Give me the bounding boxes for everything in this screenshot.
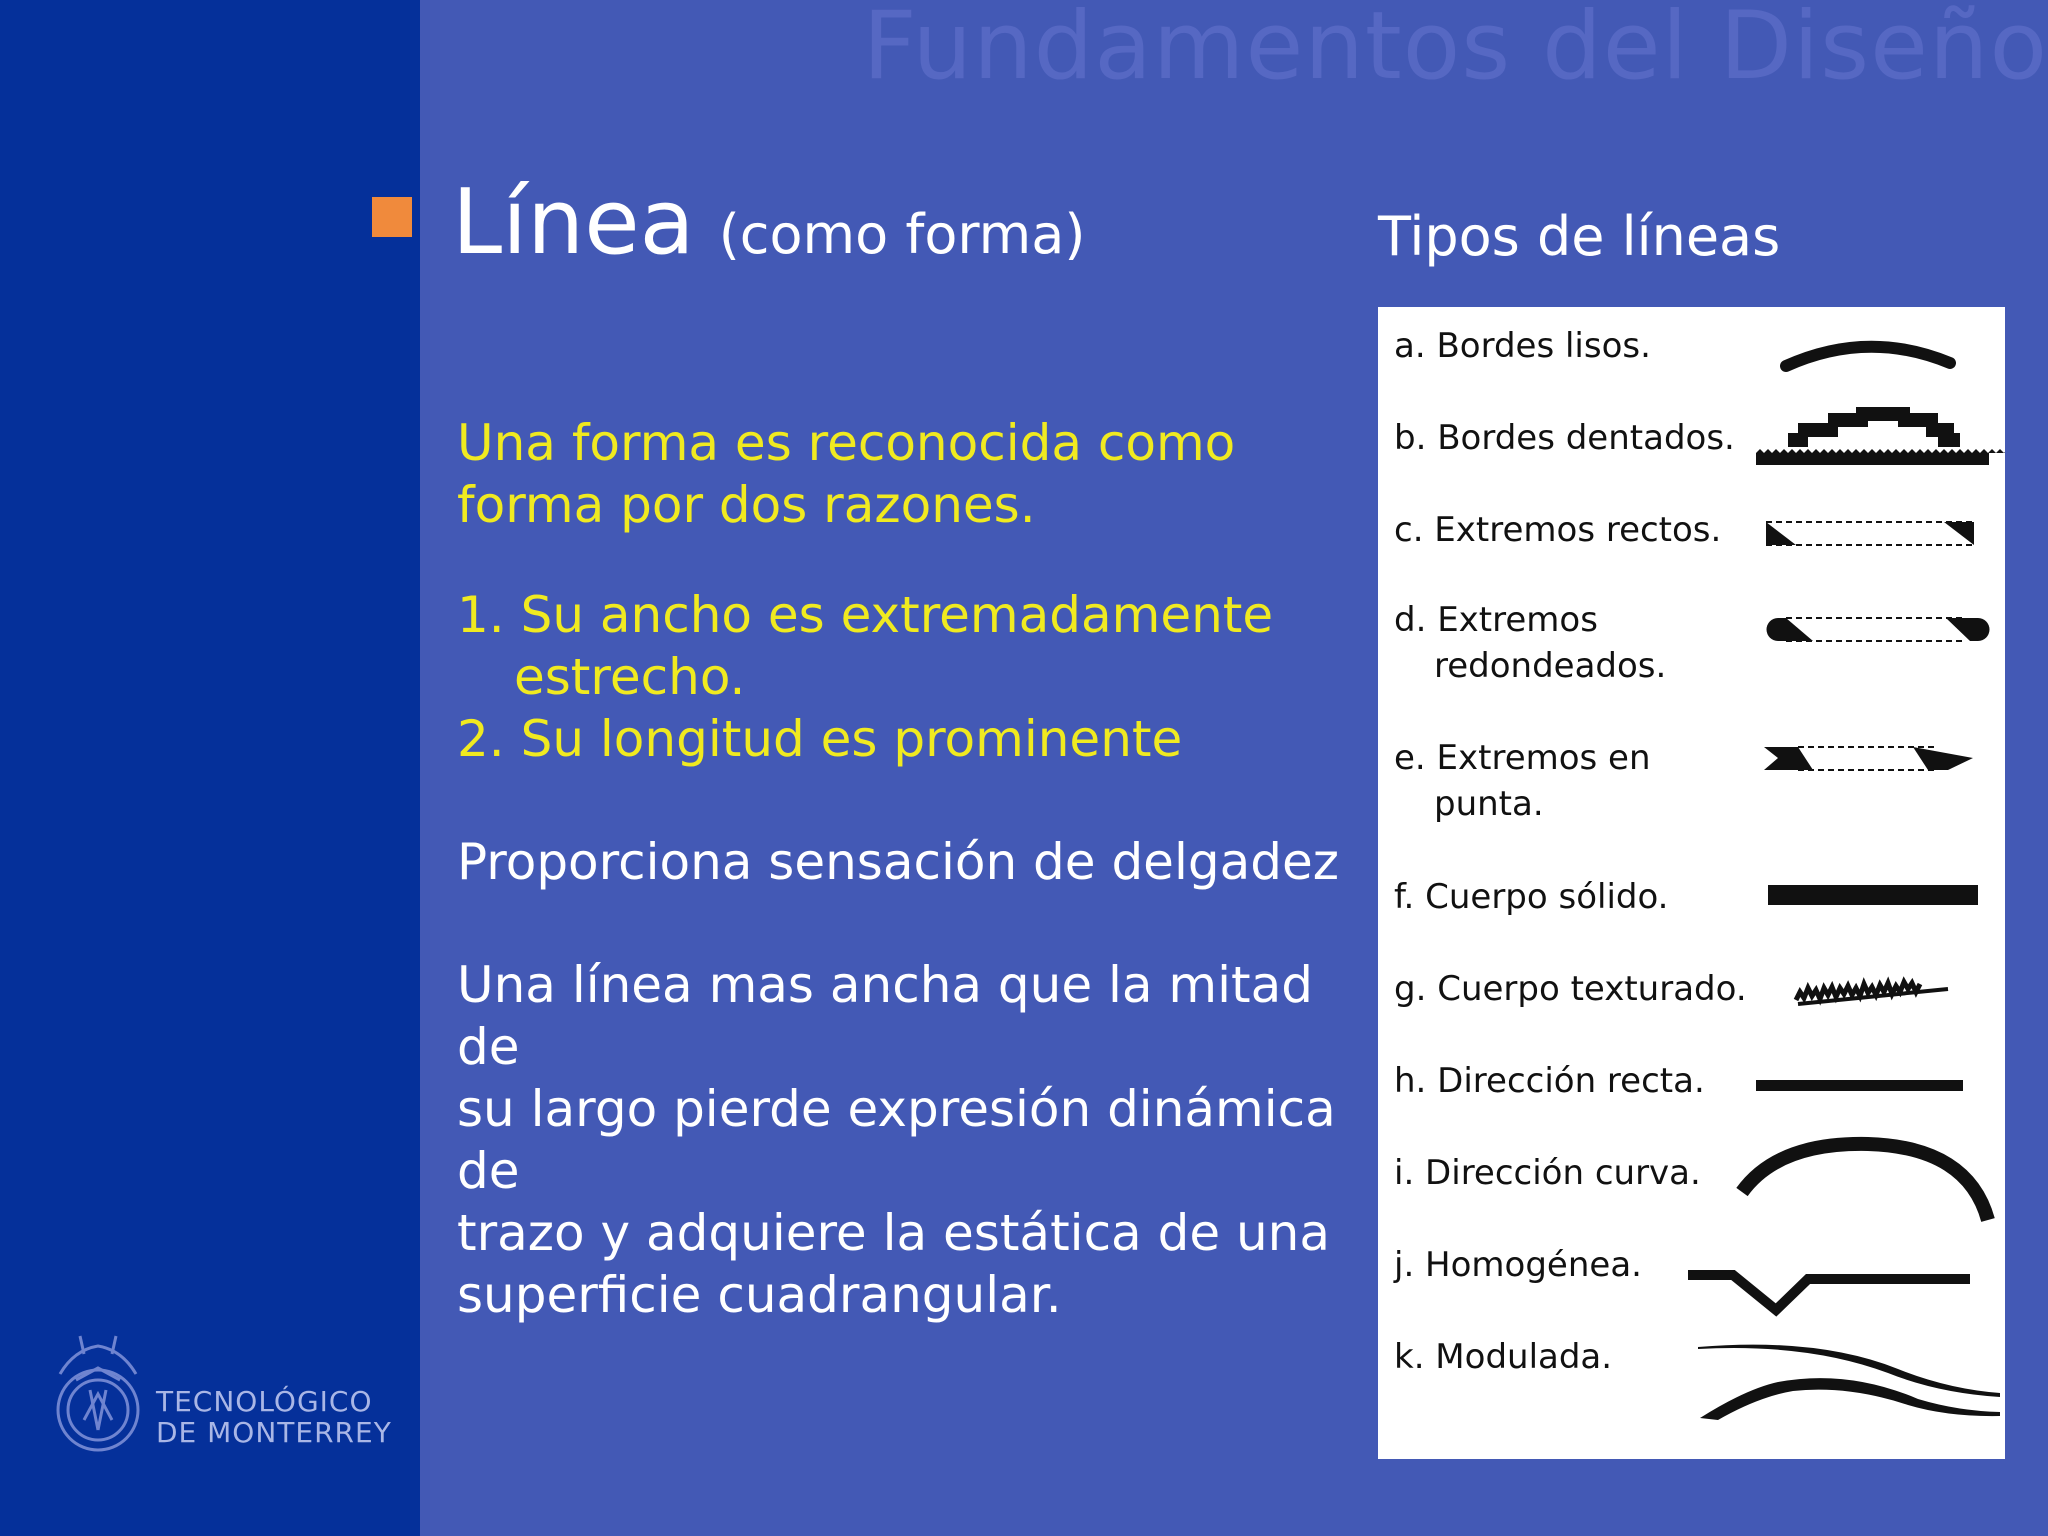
line-type-e-label-1: e. Extremos en: [1394, 738, 1651, 778]
line-type-i-label: i. Dirección curva.: [1394, 1153, 1701, 1193]
intro-line-2: forma por dos razones.: [457, 476, 1036, 534]
line-type-g-label: g. Cuerpo texturado.: [1394, 969, 1747, 1009]
sample-a-smooth-edges: [1786, 347, 1950, 366]
left-sidebar: [0, 0, 420, 1536]
note: Proporciona sensación de delgadez: [457, 833, 1339, 891]
paragraph-line-3: trazo y adquiere la estática de una: [457, 1204, 1330, 1262]
line-type-c-label: c. Extremos rectos.: [1394, 510, 1722, 550]
line-type-d-label-1: d. Extremos: [1394, 600, 1598, 640]
sample-g-textured-body: [1796, 982, 1948, 1004]
intro-line-1: Una forma es reconocida como: [457, 414, 1236, 472]
panel-title: Tipos de líneas: [1378, 205, 1781, 268]
line-type-h-label: h. Dirección recta.: [1394, 1061, 1705, 1101]
university-seal-icon: [40, 1320, 160, 1470]
sample-k-modulated: [1698, 1345, 2000, 1420]
line-samples: [1378, 307, 2005, 1459]
sample-c-straight-ends: [1766, 522, 1974, 545]
sample-b-jagged-edges: [1756, 407, 2005, 465]
sample-f-solid-body: [1768, 885, 1978, 905]
sample-j-homogeneous: [1688, 1275, 1970, 1310]
line-type-a-label: a. Bordes lisos.: [1394, 326, 1651, 366]
university-name-line-2: DE MONTERREY: [156, 1416, 392, 1449]
line-type-e-label-2: punta.: [1434, 784, 1544, 824]
heading-sub: (como forma): [718, 203, 1086, 266]
line-type-j-label: j. Homogénea.: [1394, 1245, 1642, 1285]
paragraph-line-1: Una línea mas ancha que la mitad de: [457, 956, 1314, 1076]
sample-e-pointed-ends: [1764, 747, 1973, 770]
sample-d-rounded-ends: [1767, 618, 1990, 641]
item-1-line-2: estrecho.: [514, 648, 746, 706]
paragraph-line-4: superficie cuadrangular.: [457, 1266, 1062, 1324]
slide-heading: [452, 170, 1085, 275]
sample-h-straight-direction: [1756, 1080, 1963, 1091]
slide-body: [457, 412, 1357, 1326]
item-1-line-1: 1. Su ancho es extremadamente: [457, 586, 1274, 644]
line-type-k-label: k. Modulada.: [1394, 1337, 1613, 1377]
line-type-b-label: b. Bordes dentados.: [1394, 418, 1735, 458]
bullet-square: [372, 197, 412, 237]
paragraph-line-2: su largo pierde expresión dinámica de: [457, 1080, 1336, 1200]
heading-main: Línea: [452, 170, 695, 275]
university-name: [156, 1386, 392, 1448]
line-type-f-label: f. Cuerpo sólido.: [1394, 877, 1669, 917]
line-type-d-label-2: redondeados.: [1434, 646, 1667, 686]
sample-i-curved-direction: [1742, 1144, 1988, 1220]
university-name-line-1: TECNOLÓGICO: [156, 1385, 373, 1418]
item-2: 2. Su longitud es prominente: [457, 710, 1183, 768]
course-title: Fundamentos del Diseño: [862, 0, 2048, 101]
line-types-panel: [1378, 307, 2005, 1459]
